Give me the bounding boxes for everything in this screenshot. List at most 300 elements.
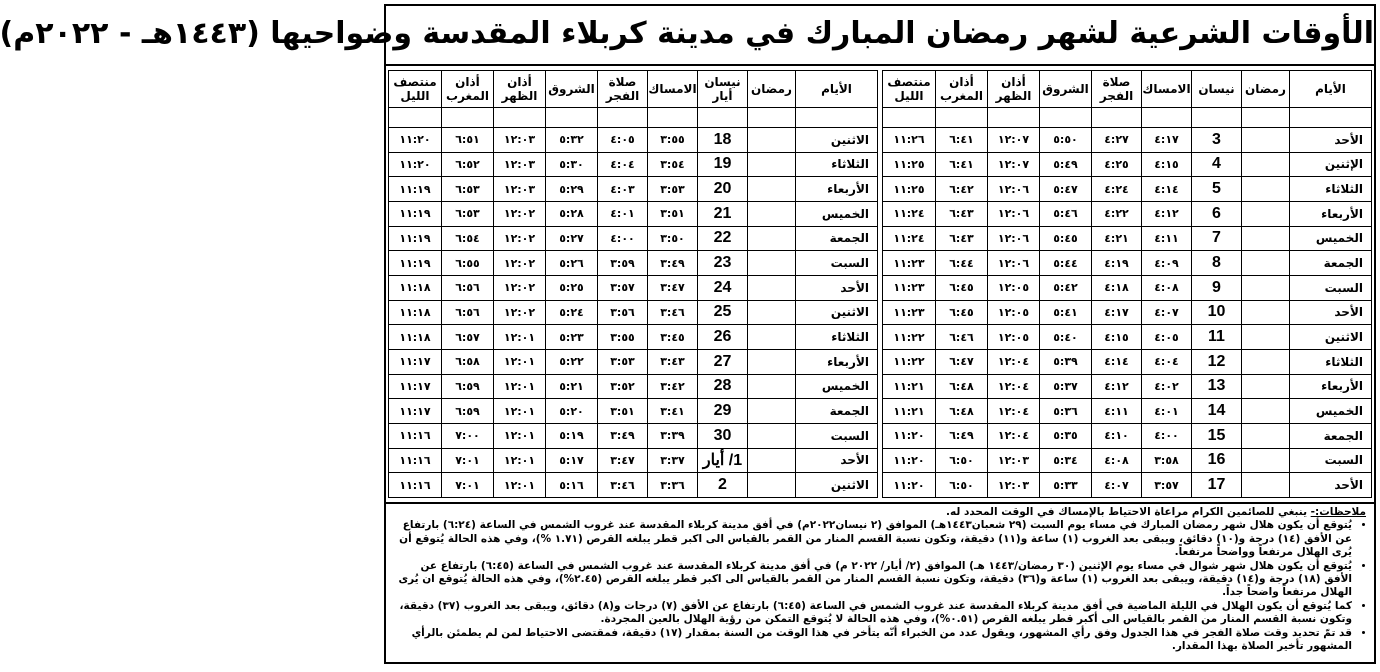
left-table-body [389,108,878,498]
shurooq-time: ٥:٣٤ [1040,448,1092,473]
header-dhuhr: أذان الظهر [988,71,1040,108]
date-cell: 7 [1192,226,1242,251]
date-cell: 1/ أيار [698,448,748,473]
right-table-body [883,108,1372,498]
fajr-time: ٤:١٢ [1092,374,1142,399]
table-row [389,423,878,448]
fajr-time: ٤:٢١ [1092,226,1142,251]
table-row [389,448,878,473]
imsak-time: ٣:٥٥ [648,127,698,152]
midnight-time: ١١:١٩ [389,201,442,226]
midnight-time: ١١:٢٣ [883,300,936,325]
midnight-time: ١١:١٧ [389,349,442,374]
date-cell: 26 [698,325,748,350]
midnight-time: ١١:٢٢ [883,325,936,350]
dhuhr-time: ١٢:٠٢ [494,275,546,300]
date-cell: 19 [698,152,748,177]
maghrib-time: ٦:٥٠ [936,448,988,473]
day-cell: الثلاثاء [1290,349,1372,374]
ramadan-cell [748,448,796,473]
ramadan-cell [1242,325,1290,350]
header-fajr: صلاة الفجر [1092,71,1142,108]
fajr-time: ٣:٥٧ [598,275,648,300]
shurooq-time: ٥:٢٢ [546,349,598,374]
ramadan-cell [748,152,796,177]
maghrib-time: ٦:٥٩ [442,399,494,424]
shurooq-time: ٥:٣٠ [546,152,598,177]
maghrib-time: ٦:٤٩ [936,423,988,448]
day-cell: الاثنين [796,127,878,152]
maghrib-time: ٦:٥٣ [442,201,494,226]
table-row [389,275,878,300]
midnight-time: ١١:٢٢ [883,349,936,374]
imsak-time: ٣:٣٩ [648,423,698,448]
ramadan-cell [748,349,796,374]
dhuhr-time: ١٢:٠١ [494,399,546,424]
shurooq-time: ٥:٤٥ [1040,226,1092,251]
maghrib-time: ٦:٤٨ [936,399,988,424]
fajr-time: ٤:٠٥ [598,127,648,152]
day-cell: الأربعاء [796,177,878,202]
midnight-time: ١١:١٨ [389,325,442,350]
maghrib-time: ٦:٤١ [936,152,988,177]
table-row [883,448,1372,473]
fajr-time: ٣:٥٦ [598,300,648,325]
midnight-time: ١١:١٦ [389,448,442,473]
maghrib-time: ٦:٤٢ [936,177,988,202]
notes-heading: ملاحظات:- [1310,506,1366,518]
day-cell: الأربعاء [1290,374,1372,399]
imsak-time: ٣:٣٦ [648,473,698,498]
midnight-time: ١١:٢١ [883,399,936,424]
notes-section [386,502,1374,662]
fajr-time: ٣:٥٢ [598,374,648,399]
shurooq-time: ٥:١٩ [546,423,598,448]
header-dhuhr: أذان الظهر [494,71,546,108]
fajr-time: ٣:٤٧ [598,448,648,473]
dhuhr-time: ١٢:٠٣ [988,448,1040,473]
day-cell: السبت [796,251,878,276]
table-row [389,349,878,374]
table-row [389,226,878,251]
dhuhr-time: ١٢:٠١ [494,423,546,448]
dhuhr-time: ١٢:٠٣ [494,127,546,152]
midnight-time: ١١:١٩ [389,226,442,251]
left-table [388,70,878,498]
shurooq-time: ٥:٣٧ [1040,374,1092,399]
date-cell: 23 [698,251,748,276]
shurooq-time: ٥:٤٦ [1040,201,1092,226]
dhuhr-time: ١٢:٠٣ [494,177,546,202]
midnight-time: ١١:١٩ [389,177,442,202]
fajr-time: ٣:٥٣ [598,349,648,374]
imsak-time: ٣:٤٦ [648,300,698,325]
dhuhr-time: ١٢:٠٤ [988,423,1040,448]
day-cell: الخميس [796,374,878,399]
imsak-time: ٤:٠٠ [1142,423,1192,448]
shurooq-time: ٥:٣٦ [1040,399,1092,424]
day-cell: الاثنين [1290,325,1372,350]
maghrib-time: ٧:٠١ [442,473,494,498]
table-row [389,374,878,399]
table-row [883,325,1372,350]
imsak-time: ٣:٥٣ [648,177,698,202]
imsak-time: ٣:٤٣ [648,349,698,374]
date-cell: 22 [698,226,748,251]
fajr-time: ٤:١٩ [1092,251,1142,276]
header-nisan-ayyar: نيسان أيار [698,71,748,108]
header-imsak: الامساك [648,71,698,108]
maghrib-time: ٧:٠٠ [442,423,494,448]
dhuhr-time: ١٢:٠٢ [494,300,546,325]
header-shurooq: الشروق [1040,71,1092,108]
table-row [389,127,878,152]
day-cell: الثلاثاء [796,325,878,350]
header-nisan: نيسان [1192,71,1242,108]
ramadan-cell [1242,226,1290,251]
header-days: الأيام [796,71,878,108]
shurooq-time: ٥:٤٧ [1040,177,1092,202]
day-cell: الخميس [796,201,878,226]
header-maghrib: أذان المغرب [442,71,494,108]
ramadan-cell [748,226,796,251]
imsak-time: ٣:٤٢ [648,374,698,399]
day-cell: الأربعاء [796,349,878,374]
day-cell: الثلاثاء [796,152,878,177]
ramadan-cell [1242,275,1290,300]
notes-intro-text: ينبغي للصائمين الكرام مراعاة الاحتياط بالإمساك في الوقت المحدد له. [946,506,1311,518]
fajr-time: ٤:١٧ [1092,300,1142,325]
notes-list [394,519,1366,653]
table-row [389,300,878,325]
date-cell: 17 [1192,473,1242,498]
header-midnight: منتصف الليل [883,71,936,108]
midnight-time: ١١:٢٠ [389,152,442,177]
imsak-time: ٤:٠٢ [1142,374,1192,399]
shurooq-time: ٥:٢٦ [546,251,598,276]
shurooq-time: ٥:٤٤ [1040,251,1092,276]
table-row [883,473,1372,498]
dhuhr-time: ١٢:٠٦ [988,251,1040,276]
date-cell: 8 [1192,251,1242,276]
midnight-time: ١١:٢٠ [883,473,936,498]
page-title: الأوقات الشرعية لشهر رمضان المبارك في مدينة كربلاء المقدسة وضواحيها (١٤٤٣هـ - ٢٠٢٢م) [386,6,1374,66]
maghrib-time: ٦:٥٥ [442,251,494,276]
table-row [389,177,878,202]
day-cell: الاثنين [796,300,878,325]
imsak-time: ٣:٤٥ [648,325,698,350]
header-imsak: الامساك [1142,71,1192,108]
table-row [883,127,1372,152]
maghrib-time: ٦:٥٢ [442,152,494,177]
table-row [883,226,1372,251]
fajr-time: ٤:٠١ [598,201,648,226]
date-cell: 18 [698,127,748,152]
shurooq-time: ٥:٢٠ [546,399,598,424]
fajr-time: ٣:٤٩ [598,423,648,448]
dhuhr-time: ١٢:٠٣ [988,473,1040,498]
dhuhr-time: ١٢:٠٤ [988,349,1040,374]
date-cell: 28 [698,374,748,399]
maghrib-time: ٦:٤٧ [936,349,988,374]
shurooq-time: ٥:١٧ [546,448,598,473]
shurooq-time: ٥:٢٤ [546,300,598,325]
dhuhr-time: ١٢:٠٥ [988,275,1040,300]
maghrib-time: ٦:٥٤ [442,226,494,251]
fajr-time: ٣:٥٩ [598,251,648,276]
ramadan-cell [1242,201,1290,226]
date-cell: 5 [1192,177,1242,202]
maghrib-time: ٦:٥٣ [442,177,494,202]
maghrib-time: ٦:٥٨ [442,349,494,374]
shurooq-time: ٥:٥٠ [1040,127,1092,152]
ramadan-cell [748,275,796,300]
imsak-time: ٣:٣٧ [648,448,698,473]
table-row [883,201,1372,226]
fajr-time: ٤:٢٧ [1092,127,1142,152]
maghrib-time: ٦:٥١ [442,127,494,152]
shurooq-time: ٥:٤١ [1040,300,1092,325]
ramadan-cell [1242,300,1290,325]
header-days: الأيام [1290,71,1372,108]
ramadan-cell [1242,127,1290,152]
table-row [883,177,1372,202]
midnight-time: ١١:٢٦ [883,127,936,152]
imsak-time: ٤:٠٤ [1142,349,1192,374]
right-table [882,70,1372,498]
day-cell: السبت [796,423,878,448]
shurooq-time: ٥:٣٩ [1040,349,1092,374]
day-cell: الأحد [1290,300,1372,325]
imsak-time: ٣:٤٩ [648,251,698,276]
fajr-time: ٣:٥٥ [598,325,648,350]
dhuhr-time: ١٢:٠٦ [988,201,1040,226]
table-row [389,201,878,226]
day-cell: الأحد [1290,473,1372,498]
midnight-time: ١١:٢٥ [883,177,936,202]
dhuhr-time: ١٢:٠٢ [494,226,546,251]
dhuhr-time: ١٢:٠٦ [988,177,1040,202]
fajr-time: ٤:٠٣ [598,177,648,202]
table-row [389,152,878,177]
shurooq-time: ٥:٢٣ [546,325,598,350]
date-cell: 3 [1192,127,1242,152]
imsak-time: ٣:٥٨ [1142,448,1192,473]
dhuhr-time: ١٢:٠١ [494,473,546,498]
fajr-time: ٤:١٨ [1092,275,1142,300]
shurooq-time: ٥:٢٨ [546,201,598,226]
table-row [883,251,1372,276]
day-cell: الخميس [1290,226,1372,251]
date-cell: 21 [698,201,748,226]
ramadan-cell [1242,399,1290,424]
shurooq-time: ٥:٤٩ [1040,152,1092,177]
table-row [389,473,878,498]
fajr-time: ٤:٠٠ [598,226,648,251]
note-item: • يُتوقع أن يكون هلال شهر شوال في مساء يوم الإثنين (٣٠ رمضان/١٤٤٣ هـ) الموافق (٢/ أيار/ ٢٠٢٢ م) في أفق مدينة كربلاء المقدسة عند غروب الشمس في الساعة (٦:٤٥) بارتفاع عن الأفق (١٨) درجة و(١٤) دقيقة، ويبقى بعد الغروب (١) ساعة و(٣٦) دقيقة، وتكون نسبة القسم المنار من القمر بالقياس الى اكبر قطر يبلغه القرص (٢.٤٥%)، وفي هذه الحالة يُتوقع ان يُرى الهلال مرتفعاً واضحاً جداً. [394,560,1352,600]
date-cell: 4 [1192,152,1242,177]
ramadan-cell [1242,349,1290,374]
dhuhr-time: ١٢:٠٥ [988,325,1040,350]
dhuhr-time: ١٢:٠٧ [988,152,1040,177]
ramadan-cell [748,177,796,202]
fajr-time: ٣:٤٦ [598,473,648,498]
midnight-time: ١١:٢١ [883,374,936,399]
midnight-time: ١١:١٩ [389,251,442,276]
day-cell: الاثنين [796,473,878,498]
ramadan-cell [1242,177,1290,202]
fajr-time: ٤:١٠ [1092,423,1142,448]
ramadan-cell [1242,473,1290,498]
midnight-time: ١١:١٨ [389,300,442,325]
midnight-time: ١١:٢٠ [883,448,936,473]
header-ramadan: رمضان [748,71,796,108]
maghrib-time: ٦:٥٩ [442,374,494,399]
header-shurooq: الشروق [546,71,598,108]
shurooq-time: ٥:٢١ [546,374,598,399]
fajr-time: ٤:١١ [1092,399,1142,424]
ramadan-cell [748,300,796,325]
shurooq-time: ٥:٣٣ [1040,473,1092,498]
day-cell: الجمعة [1290,423,1372,448]
day-cell: الجمعة [796,399,878,424]
date-cell: 11 [1192,325,1242,350]
ramadan-cell [748,399,796,424]
shurooq-time: ٥:٤٠ [1040,325,1092,350]
date-cell: 13 [1192,374,1242,399]
ramadan-cell [748,325,796,350]
date-cell: 6 [1192,201,1242,226]
midnight-time: ١١:٢٤ [883,201,936,226]
day-cell: السبت [1290,448,1372,473]
day-cell: الأحد [796,275,878,300]
dhuhr-time: ١٢:٠١ [494,325,546,350]
table-row [883,349,1372,374]
shurooq-time: ٥:٤٢ [1040,275,1092,300]
fajr-time: ٤:٠٤ [598,152,648,177]
maghrib-time: ٧:٠١ [442,448,494,473]
table-row [883,300,1372,325]
imsak-time: ٣:٥٧ [1142,473,1192,498]
day-cell: الأحد [1290,127,1372,152]
midnight-time: ١١:٢٠ [883,423,936,448]
midnight-time: ١١:١٨ [389,275,442,300]
ramadan-cell [748,423,796,448]
midnight-time: ١١:٢٠ [389,127,442,152]
dhuhr-time: ١٢:٠٣ [494,152,546,177]
dhuhr-time: ١٢:٠١ [494,374,546,399]
shurooq-time: ٥:٢٩ [546,177,598,202]
date-cell: 14 [1192,399,1242,424]
note-item: • قد تمّ تحديد وقت صلاة الفجر في هذا الجدول وفق رأي المشهور، ويقول عدد من الخبراء أنّه يتأخر في هذا الوقت من السنة بمقدار (١٧) دقيقة، فمقتضى الاحتياط لمن لم يطمئن بالرأي المشهور تأخير الصلاة بهذا المقدار. [394,627,1352,654]
fajr-time: ٤:٢٢ [1092,201,1142,226]
ramadan-cell [1242,448,1290,473]
dhuhr-time: ١٢:٠١ [494,448,546,473]
imsak-time: ٤:٠٨ [1142,275,1192,300]
day-cell: الأربعاء [1290,201,1372,226]
day-cell: السبت [1290,275,1372,300]
shurooq-time: ٥:٢٥ [546,275,598,300]
midnight-time: ١١:١٧ [389,374,442,399]
ramadan-cell [748,251,796,276]
day-cell: الجمعة [1290,251,1372,276]
midnight-time: ١١:٢٣ [883,275,936,300]
fajr-time: ٤:١٥ [1092,325,1142,350]
header-fajr: صلاة الفجر [598,71,648,108]
imsak-time: ٤:١١ [1142,226,1192,251]
date-cell: 27 [698,349,748,374]
day-cell: الإثنين [1290,152,1372,177]
midnight-time: ١١:٢٤ [883,226,936,251]
date-cell: 30 [698,423,748,448]
fajr-time: ٣:٥١ [598,399,648,424]
prayer-times-page [0,4,1376,664]
table-row [389,399,878,424]
fajr-time: ٤:٢٤ [1092,177,1142,202]
fajr-time: ٤:١٤ [1092,349,1142,374]
shurooq-time: ٥:٣٥ [1040,423,1092,448]
imsak-time: ٣:٥٤ [648,152,698,177]
header-midnight: منتصف الليل [389,71,442,108]
imsak-time: ٣:٤١ [648,399,698,424]
date-cell: 9 [1192,275,1242,300]
ramadan-cell [1242,423,1290,448]
date-cell: 29 [698,399,748,424]
maghrib-time: ٦:٤٦ [936,325,988,350]
maghrib-time: ٦:٥٧ [442,325,494,350]
imsak-time: ٣:٥٠ [648,226,698,251]
maghrib-time: ٦:٥٦ [442,300,494,325]
shurooq-time: ٥:٣٢ [546,127,598,152]
dhuhr-time: ١٢:٠٤ [988,399,1040,424]
table-row [883,374,1372,399]
maghrib-time: ٦:٤١ [936,127,988,152]
maghrib-time: ٦:٤٣ [936,201,988,226]
ramadan-cell [748,127,796,152]
table-row [883,399,1372,424]
maghrib-time: ٦:٥٠ [936,473,988,498]
header-maghrib: أذان المغرب [936,71,988,108]
date-cell: 12 [1192,349,1242,374]
imsak-time: ٤:١٢ [1142,201,1192,226]
maghrib-time: ٦:٤٥ [936,275,988,300]
midnight-time: ١١:٢٥ [883,152,936,177]
ramadan-cell [748,374,796,399]
midnight-time: ١١:١٦ [389,473,442,498]
maghrib-time: ٦:٤٥ [936,300,988,325]
date-cell: 10 [1192,300,1242,325]
date-cell: 16 [1192,448,1242,473]
fajr-time: ٤:٠٨ [1092,448,1142,473]
date-cell: 15 [1192,423,1242,448]
table-row [389,325,878,350]
shurooq-time: ٥:٢٧ [546,226,598,251]
day-cell: الجمعة [796,226,878,251]
day-cell: الخميس [1290,399,1372,424]
ramadan-cell [1242,251,1290,276]
midnight-time: ١١:٢٣ [883,251,936,276]
imsak-time: ٤:١٧ [1142,127,1192,152]
note-item: • يُتوقع أن يكون هلال شهر رمضان المبارك في مساء يوم السبت (٢٩ شعبان١٤٤٣هـ) الموافق (٢ نيسان٢٠٢٢م) في أفق مدينة كربلاء المقدسة عند غروب الشمس في الساعة (٦:٢٤) بارتفاع عن الأفق (١٤) درجة و(١٠) دقائق، ويبقى بعد الغروب (١) ساعة و(١١) دقيقة، وتكون نسبة القسم المنار من القمر بالقياس الى اكبر قطر يبلغه القرص (١.٧١ %)، وفي هذه الحالة يُتوقع أن يُرى الهلال مرتفعاً وواضحاً مرتفعاً. [394,519,1352,559]
imsak-time: ٤:٠٥ [1142,325,1192,350]
ramadan-cell [748,201,796,226]
dhuhr-time: ١٢:٠٧ [988,127,1040,152]
imsak-time: ٤:٠٩ [1142,251,1192,276]
header-ramadan: رمضان [1242,71,1290,108]
ramadan-cell [748,473,796,498]
date-cell: 20 [698,177,748,202]
day-cell: الأحد [796,448,878,473]
